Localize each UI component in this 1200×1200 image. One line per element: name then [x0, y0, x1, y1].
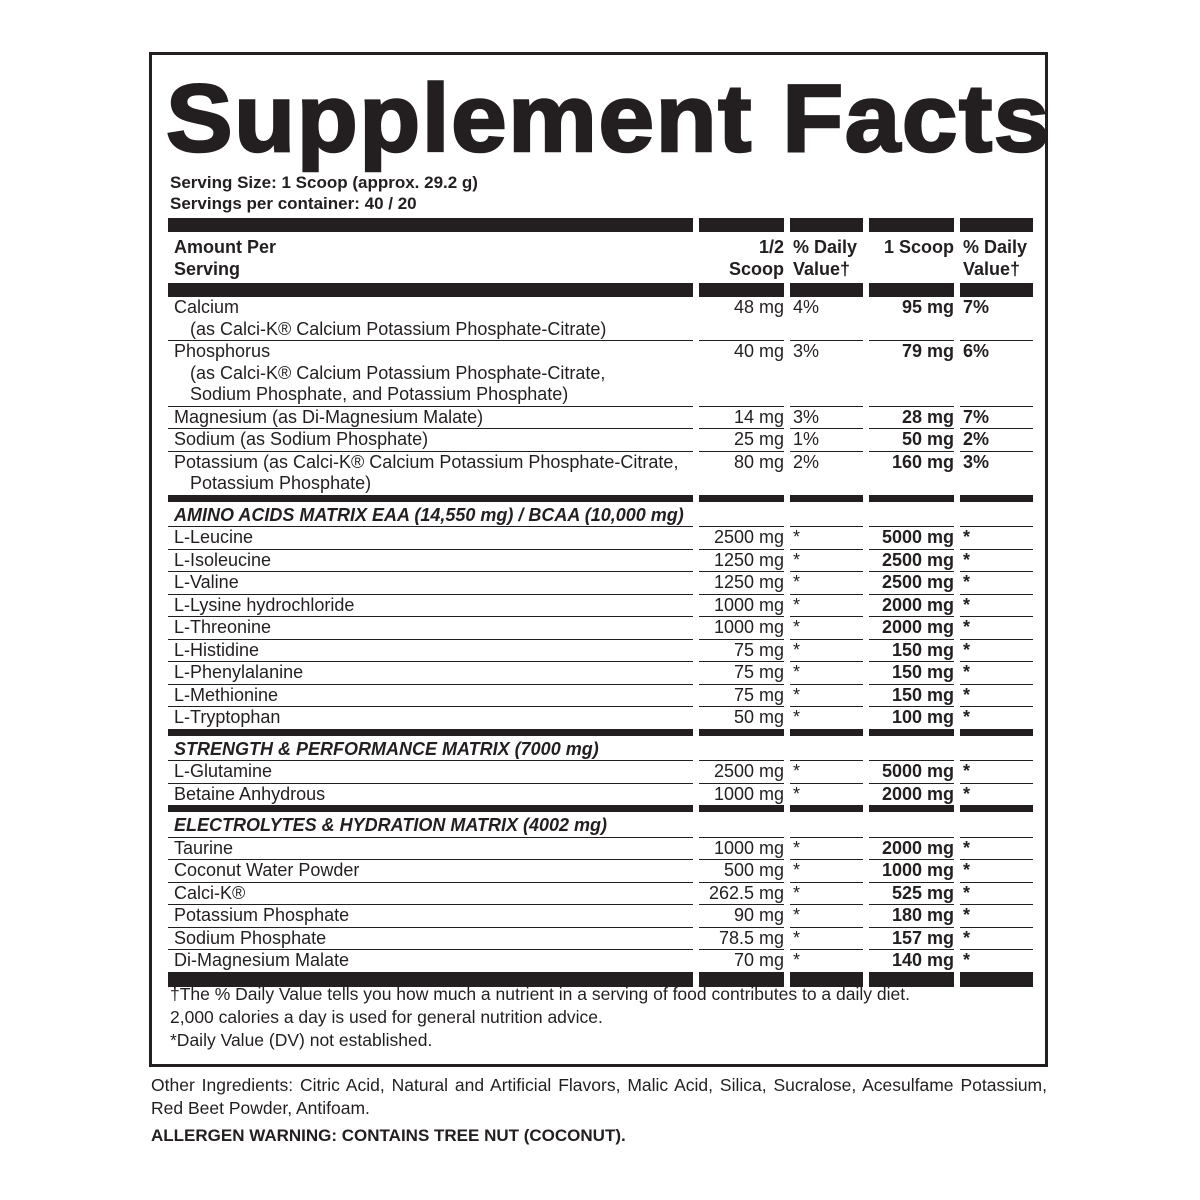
half-scoop-daily-value: * — [790, 685, 863, 708]
section-header-row — [168, 736, 1033, 762]
half-scoop-amount: 1000 mg — [699, 838, 784, 861]
header-daily-value-full — [960, 232, 1033, 283]
ingredient-row — [168, 572, 1033, 595]
ingredient-row — [168, 784, 1033, 807]
section-blank — [790, 736, 863, 762]
header-one-scoop: 1 Scoop — [883, 237, 954, 257]
nutrient-name: L-Tryptophan — [174, 707, 281, 727]
one-scoop-amount: 150 mg — [869, 640, 954, 663]
section-blank — [960, 736, 1033, 762]
half-scoop-amount: 2500 mg — [699, 761, 784, 784]
nutrient-name: Taurine — [174, 837, 234, 858]
nutrient-row — [168, 297, 1033, 341]
nutrient-name-cell — [168, 662, 693, 685]
other-ingredients: Other Ingredients: Citric Acid, Natural and Artificial Flavors, Malic Acid, Silica, Sucralose, Acesulfame Potassium, Red Beet Powder, Antifoam. — [151, 1075, 1047, 1118]
half-scoop-daily-value: * — [790, 640, 863, 663]
one-scoop-daily-value: 6% — [960, 341, 1033, 407]
divider-segment — [869, 218, 954, 232]
half-scoop-daily-value: * — [790, 617, 863, 640]
nutrient-name-cell — [168, 550, 693, 573]
section-blank — [790, 502, 863, 528]
ingredient-row — [168, 550, 1033, 573]
one-scoop-amount: 157 mg — [869, 928, 954, 951]
section-header-row — [168, 502, 1033, 528]
half-scoop-amount: 1250 mg — [699, 572, 784, 595]
half-scoop-daily-value: * — [790, 950, 863, 973]
nutrient-name-cell — [168, 617, 693, 640]
nutrient-name-cell — [168, 685, 693, 708]
one-scoop-daily-value: 3% — [960, 452, 1033, 496]
nutrient-row — [168, 407, 1033, 430]
nutrient-name-cell — [168, 950, 693, 973]
one-scoop-daily-value: * — [960, 662, 1033, 685]
dv-label: % Daily — [963, 237, 1028, 257]
nutrient-name-cell — [168, 761, 693, 784]
ingredient-row — [168, 838, 1033, 861]
half-scoop-daily-value: * — [790, 860, 863, 883]
section-header-row — [168, 812, 1033, 838]
nutrient-source: Potassium Phosphate) — [190, 473, 372, 493]
divider-bar — [168, 283, 1033, 297]
one-scoop-daily-value: * — [960, 784, 1033, 807]
one-scoop-amount: 150 mg — [869, 662, 954, 685]
half-scoop-amount: 1000 mg — [699, 617, 784, 640]
one-scoop-daily-value: * — [960, 860, 1033, 883]
nutrient-name-cell — [168, 297, 693, 341]
half-scoop-daily-value: * — [790, 905, 863, 928]
footnote-not-established: *Daily Value (DV) not established. — [170, 1030, 433, 1050]
half-scoop-amount: 70 mg — [699, 950, 784, 973]
section-blank — [960, 502, 1033, 528]
one-scoop-daily-value: * — [960, 595, 1033, 618]
nutrient-name: L-Histidine — [174, 639, 260, 660]
column-header-row — [168, 232, 1033, 283]
half-scoop-daily-value: * — [790, 883, 863, 906]
divider-segment — [699, 283, 784, 297]
nutrient-name-cell — [168, 838, 693, 861]
nutrient-name-cell — [168, 341, 693, 407]
one-scoop-daily-value: * — [960, 905, 1033, 928]
nutrient-name: L-Valine — [174, 572, 239, 592]
nutrient-name-cell — [168, 452, 693, 496]
ingredient-row — [168, 617, 1033, 640]
half-scoop-amount: 1000 mg — [699, 784, 784, 807]
footnote-calories: 2,000 calories a day is used for general nutrition advice. — [170, 1007, 603, 1027]
half-scoop-amount: 25 mg — [699, 429, 784, 452]
divider-segment — [960, 283, 1033, 297]
half-scoop-daily-value: 4% — [790, 297, 863, 341]
one-scoop-amount: 2000 mg — [869, 595, 954, 618]
section-title: STRENGTH & PERFORMANCE MATRIX (7000 mg) — [168, 736, 693, 762]
header-half-scoop: 1/2 Scoop — [728, 237, 784, 279]
nutrient-row — [168, 341, 1033, 407]
serving-size: Serving Size: 1 Scoop (approx. 29.2 g) — [170, 173, 478, 192]
half-scoop-amount: 500 mg — [699, 860, 784, 883]
nutrient-name-cell — [168, 928, 693, 951]
one-scoop-amount: 150 mg — [869, 685, 954, 708]
nutrient-name: Phosphorus — [174, 341, 271, 361]
section-blank — [699, 736, 784, 762]
nutrient-name-cell — [168, 707, 693, 730]
ingredient-row — [168, 860, 1033, 883]
nutrient-row — [168, 452, 1033, 496]
half-scoop-amount: 48 mg — [699, 297, 784, 341]
one-scoop-amount: 140 mg — [869, 950, 954, 973]
nutrient-name: Calci-K® — [174, 882, 246, 903]
divider-segment — [168, 283, 693, 297]
one-scoop-daily-value: 7% — [960, 407, 1033, 430]
section-blank — [869, 812, 954, 838]
dv-label: Value† — [963, 258, 1021, 279]
half-scoop-daily-value: * — [790, 662, 863, 685]
ingredient-row — [168, 640, 1033, 663]
divider-segment — [168, 218, 693, 232]
half-scoop-amount: 90 mg — [699, 905, 784, 928]
nutrient-name: L-Threonine — [174, 617, 272, 637]
nutrient-name-cell — [168, 860, 693, 883]
one-scoop-daily-value: * — [960, 761, 1033, 784]
one-scoop-amount: 2500 mg — [869, 550, 954, 573]
divider-segment — [960, 218, 1033, 232]
header-amount-per-serving — [168, 232, 693, 283]
one-scoop-amount: 525 mg — [869, 883, 954, 906]
nutrient-name-cell — [168, 640, 693, 663]
half-scoop-amount: 1000 mg — [699, 595, 784, 618]
one-scoop-daily-value: * — [960, 572, 1033, 595]
nutrient-name: Di-Magnesium Malate — [174, 950, 350, 970]
section-blank — [960, 812, 1033, 838]
nutrient-name-cell — [168, 784, 693, 807]
half-scoop-daily-value: 1% — [790, 429, 863, 452]
one-scoop-amount: 50 mg — [869, 429, 954, 452]
ingredient-row — [168, 662, 1033, 685]
half-scoop-daily-value: 3% — [790, 341, 863, 407]
one-scoop-amount: 5000 mg — [869, 527, 954, 550]
half-scoop-amount: 75 mg — [699, 640, 784, 663]
half-scoop-amount: 80 mg — [699, 452, 784, 496]
section-blank — [699, 812, 784, 838]
one-scoop-daily-value: 7% — [960, 297, 1033, 341]
half-scoop-daily-value: 2% — [790, 452, 863, 496]
one-scoop-amount: 180 mg — [869, 905, 954, 928]
half-scoop-daily-value: * — [790, 550, 863, 573]
one-scoop-daily-value: * — [960, 928, 1033, 951]
nutrient-name: L-Lysine hydrochloride — [174, 594, 355, 615]
one-scoop-daily-value: * — [960, 838, 1033, 861]
section-blank — [790, 812, 863, 838]
nutrient-source: Sodium Phosphate, and Potassium Phosphate) — [190, 384, 569, 404]
ingredient-row — [168, 707, 1033, 730]
one-scoop-daily-value: * — [960, 617, 1033, 640]
ingredient-row — [168, 905, 1033, 928]
one-scoop-amount: 28 mg — [869, 407, 954, 430]
nutrient-name: Betaine Anhydrous — [174, 783, 326, 804]
section-blank — [869, 736, 954, 762]
header-daily-value-half — [790, 232, 863, 283]
footnote-dv: †The % Daily Value tells you how much a nutrient in a serving of food contributes to a daily diet. — [170, 984, 910, 1004]
half-scoop-amount: 75 mg — [699, 685, 784, 708]
servings-per-container: Servings per container: 40 / 20 — [170, 194, 417, 213]
half-scoop-daily-value: * — [790, 928, 863, 951]
half-scoop-daily-value: * — [790, 761, 863, 784]
one-scoop-amount: 100 mg — [869, 707, 954, 730]
divider-segment — [699, 218, 784, 232]
one-scoop-amount: 2500 mg — [869, 572, 954, 595]
nutrient-name: L-Phenylalanine — [174, 662, 304, 682]
section-title: AMINO ACIDS MATRIX EAA (14,550 mg) / BCAA (10,000 mg) — [168, 502, 693, 528]
half-scoop-daily-value: * — [790, 707, 863, 730]
one-scoop-amount: 1000 mg — [869, 860, 954, 883]
ingredient-row — [168, 595, 1033, 618]
nutrient-name-cell — [168, 572, 693, 595]
allergen-warning: ALLERGEN WARNING: CONTAINS TREE NUT (COCONUT). — [151, 1126, 626, 1145]
one-scoop-amount: 2000 mg — [869, 784, 954, 807]
nutrient-name-cell — [168, 905, 693, 928]
section-blank — [869, 502, 954, 528]
nutrient-name: Coconut Water Powder — [174, 860, 360, 880]
one-scoop-amount: 5000 mg — [869, 761, 954, 784]
half-scoop-daily-value: * — [790, 572, 863, 595]
one-scoop-amount: 79 mg — [869, 341, 954, 407]
nutrient-source: (as Calci-K® Calcium Potassium Phosphate-Citrate) — [190, 318, 607, 339]
nutrient-name-cell — [168, 883, 693, 906]
one-scoop-amount: 2000 mg — [869, 617, 954, 640]
half-scoop-daily-value: 3% — [790, 407, 863, 430]
one-scoop-daily-value: * — [960, 707, 1033, 730]
nutrient-name: Magnesium (as Di-Magnesium Malate) — [174, 406, 484, 427]
dv-label: Value† — [793, 258, 851, 279]
half-scoop-amount: 14 mg — [699, 407, 784, 430]
nutrient-name-cell — [168, 527, 693, 550]
nutrient-name: Potassium (as Calci-K® Calcium Potassium Phosphate-Citrate, — [174, 451, 679, 472]
half-scoop-daily-value: * — [790, 527, 863, 550]
half-scoop-daily-value: * — [790, 784, 863, 807]
ingredient-row — [168, 950, 1033, 973]
nutrient-name: L-Methionine — [174, 684, 279, 705]
divider-segment — [960, 973, 1033, 987]
nutrient-name: Potassium Phosphate — [174, 905, 350, 925]
divider-segment — [869, 283, 954, 297]
nutrient-row — [168, 429, 1033, 452]
nutrient-name: L-Leucine — [174, 527, 254, 547]
nutrient-source: (as Calci-K® Calcium Potassium Phosphate-Citrate, — [190, 362, 606, 383]
half-scoop-amount: 75 mg — [699, 662, 784, 685]
nutrient-name-cell — [168, 429, 693, 452]
one-scoop-daily-value: 2% — [960, 429, 1033, 452]
nutrient-name: L-Isoleucine — [174, 549, 272, 570]
ingredient-row — [168, 527, 1033, 550]
header-serving: Serving — [174, 258, 241, 279]
half-scoop-amount: 1250 mg — [699, 550, 784, 573]
nutrient-name: L-Glutamine — [174, 761, 273, 781]
ingredient-row — [168, 928, 1033, 951]
divider-segment — [790, 218, 863, 232]
one-scoop-daily-value: * — [960, 685, 1033, 708]
nutrient-name: Sodium (as Sodium Phosphate) — [174, 429, 429, 449]
one-scoop-daily-value: * — [960, 883, 1033, 906]
divider-bar — [168, 218, 1033, 232]
half-scoop-daily-value: * — [790, 595, 863, 618]
header-amount: Amount Per — [174, 237, 277, 257]
one-scoop-daily-value: * — [960, 527, 1033, 550]
nutrient-name-cell — [168, 595, 693, 618]
half-scoop-daily-value: * — [790, 838, 863, 861]
panel-title: Supplement Facts — [166, 65, 1051, 172]
ingredient-row — [168, 883, 1033, 906]
ingredient-row — [168, 761, 1033, 784]
serving-info — [170, 172, 478, 214]
one-scoop-daily-value: * — [960, 640, 1033, 663]
half-scoop-amount: 40 mg — [699, 341, 784, 407]
section-title: ELECTROLYTES & HYDRATION MATRIX (4002 mg) — [168, 812, 693, 838]
one-scoop-amount: 160 mg — [869, 452, 954, 496]
one-scoop-amount: 95 mg — [869, 297, 954, 341]
one-scoop-daily-value: * — [960, 950, 1033, 973]
ingredient-row — [168, 685, 1033, 708]
one-scoop-daily-value: * — [960, 550, 1033, 573]
half-scoop-amount: 262.5 mg — [699, 883, 784, 906]
divider-segment — [790, 283, 863, 297]
half-scoop-amount: 2500 mg — [699, 527, 784, 550]
half-scoop-amount: 50 mg — [699, 707, 784, 730]
half-scoop-amount: 78.5 mg — [699, 928, 784, 951]
facts-table — [162, 218, 1039, 987]
footnotes — [170, 983, 910, 1052]
nutrient-name-cell — [168, 407, 693, 430]
one-scoop-amount: 2000 mg — [869, 838, 954, 861]
nutrient-name: Calcium — [174, 297, 240, 317]
dv-label: % Daily — [793, 237, 858, 257]
nutrient-name: Sodium Phosphate — [174, 927, 327, 948]
section-blank — [699, 502, 784, 528]
